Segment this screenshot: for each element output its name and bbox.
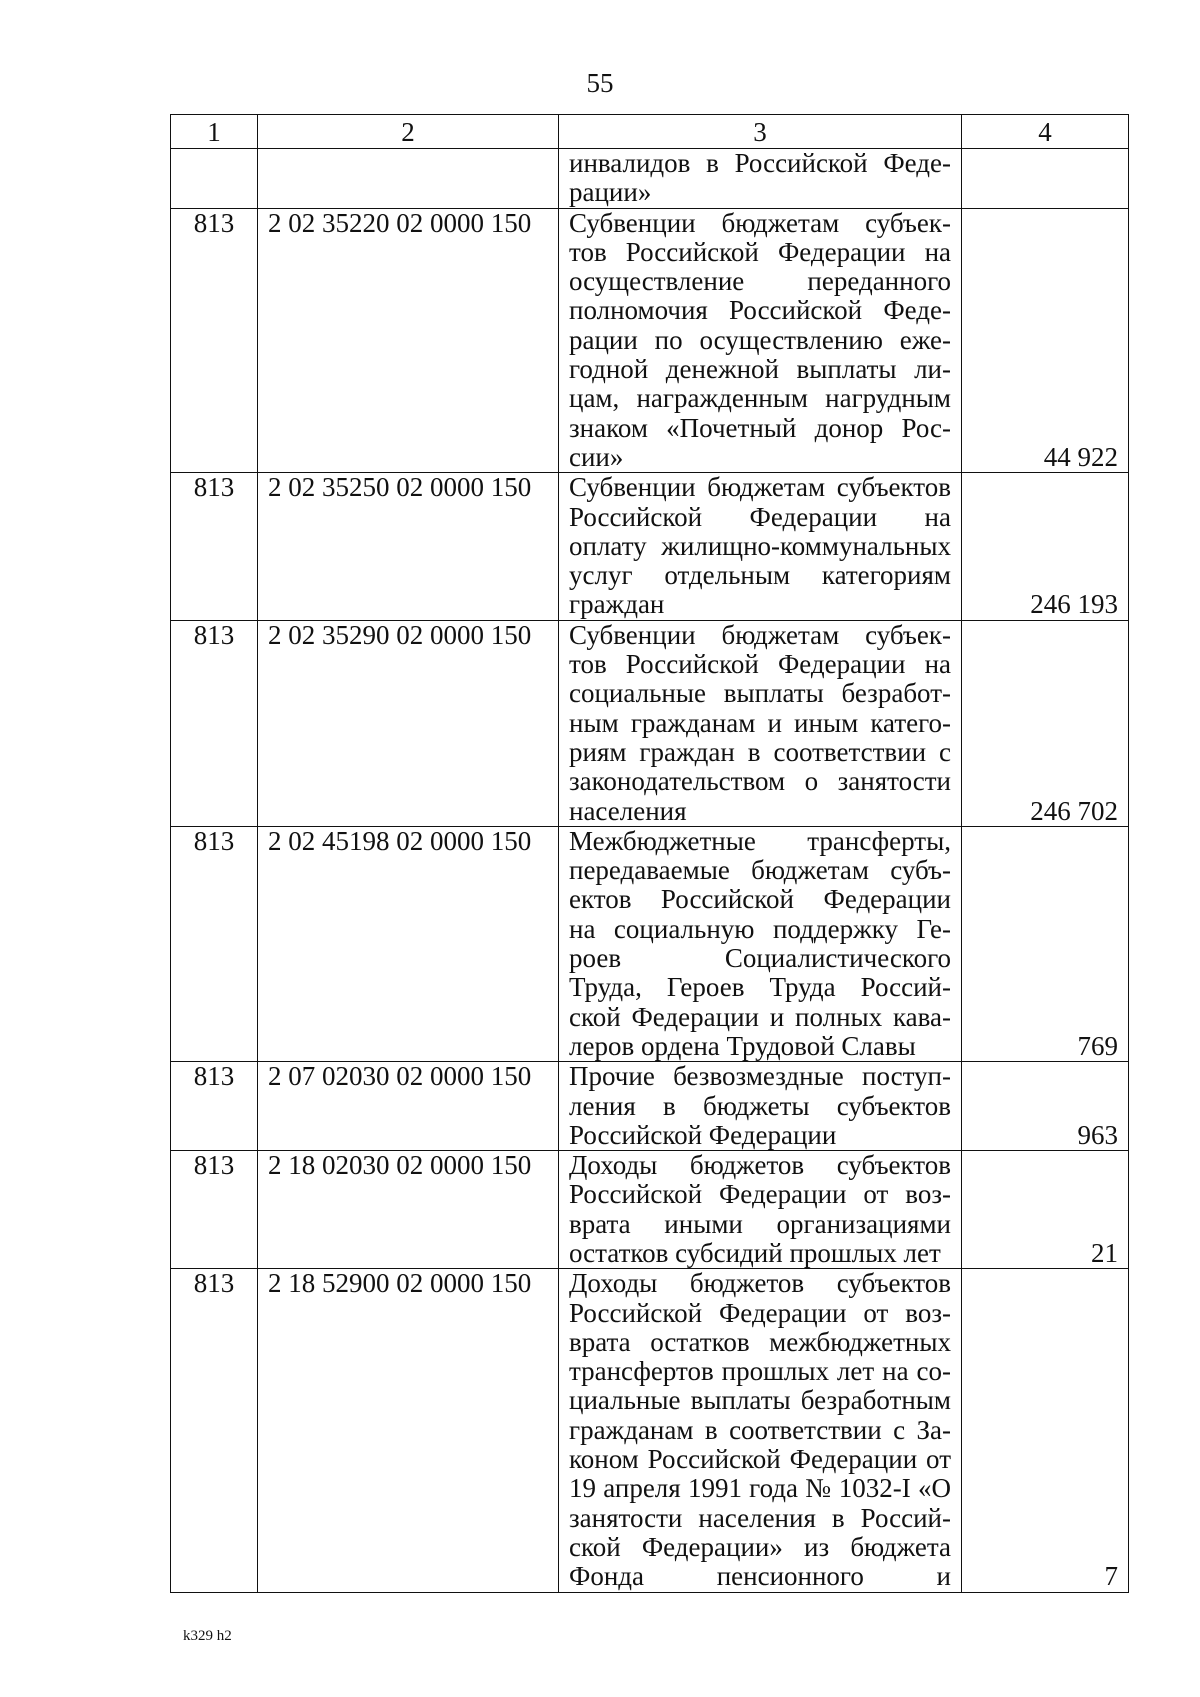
income-name-line: Субвенции бюджетам субъек-: [569, 208, 951, 238]
budget-code-cell: 2 02 35220 02 0000 150: [258, 208, 559, 473]
budget-code-cell: 2 02 35290 02 0000 150: [258, 620, 559, 826]
income-name-line: передаваемые бюджетам субъ-: [569, 856, 951, 886]
table-row: [171, 473, 1129, 620]
income-name-line: Фонда пенсионного и: [569, 1562, 951, 1592]
admin-code-cell: 813: [171, 473, 258, 620]
income-name-line: граждан: [569, 590, 665, 620]
amount-cell: 769: [962, 826, 1129, 1061]
admin-code-cell: 813: [171, 1151, 258, 1269]
income-name-line: рации»: [569, 178, 652, 208]
amount-cell: 44 922: [962, 208, 1129, 473]
income-name-line: годной денежной выплаты ли-: [569, 355, 951, 385]
header-col-3: 3: [559, 115, 962, 149]
income-name-line: Российской Федерации: [569, 1120, 837, 1150]
admin-code-cell: [171, 149, 258, 209]
header-col-4: 4: [962, 115, 1129, 149]
page-number: 55: [586, 68, 614, 98]
income-name-line: рации по осуществлению еже-: [569, 325, 951, 355]
budget-code-cell: 2 02 45198 02 0000 150: [258, 826, 559, 1061]
table-row: [171, 826, 1129, 1061]
income-name-line: Российской Федерации от воз-: [569, 1180, 951, 1210]
header-col-2: 2: [258, 115, 559, 149]
table-row: [171, 1151, 1129, 1269]
amount-cell: 7: [962, 1269, 1129, 1592]
income-name-line: ской Федерации и полных кава-: [569, 1002, 951, 1032]
income-name-line: роев Социалистического: [569, 944, 951, 974]
income-name-line: законодательством о занятости: [569, 767, 951, 797]
income-name-line: Российской Федерации на: [569, 502, 951, 532]
table-row: [171, 1062, 1129, 1151]
income-name-line: знаком «Почетный донор Рос-: [569, 413, 951, 443]
income-name-line: ления в бюджеты субъектов: [569, 1091, 951, 1121]
income-name-line: тов Российской Федерации на: [569, 237, 951, 267]
income-name-line: трансфертов прошлых лет на со-: [569, 1357, 951, 1387]
income-name-cell: [559, 826, 962, 1061]
income-name-line: врата иными организациями: [569, 1209, 951, 1239]
income-name-line: тов Российской Федерации на: [569, 650, 951, 680]
admin-code-cell: 813: [171, 208, 258, 473]
income-name-line: услуг отдельным категориям: [569, 561, 951, 591]
table-row: [171, 208, 1129, 473]
income-name-line: ской Федерации» из бюджета: [569, 1532, 951, 1562]
income-name-cell: [559, 1151, 962, 1269]
table-row: [171, 1269, 1129, 1592]
amount-cell: 963: [962, 1062, 1129, 1151]
admin-code-cell: 813: [171, 826, 258, 1061]
income-name-line: социальные выплаты безработ-: [569, 679, 951, 709]
budget-code-cell: 2 18 52900 02 0000 150: [258, 1269, 559, 1592]
income-name-cell: [559, 1062, 962, 1151]
admin-code-cell: 813: [171, 1269, 258, 1592]
income-name-line: занятости населения в Россий-: [569, 1503, 951, 1533]
income-name-cell: [559, 208, 962, 473]
table-header-row: [171, 115, 1129, 149]
income-name-line: инвалидов в Российской Феде-: [569, 149, 951, 178]
income-name-line: цам, награжденным нагрудным: [569, 384, 951, 414]
income-name-line: ным гражданам и иным катего-: [569, 708, 951, 738]
income-name-line: Доходы бюджетов субъектов: [569, 1269, 951, 1299]
income-name-line: остатков субсидий прошлых лет: [569, 1238, 941, 1268]
admin-code-cell: 813: [171, 1062, 258, 1151]
income-name-line: оплату жилищно-коммунальных: [569, 531, 951, 561]
income-name-cell: [559, 620, 962, 826]
income-name-line: Труда, Героев Труда Россий-: [569, 973, 951, 1003]
income-name-line: Доходы бюджетов субъектов: [569, 1151, 951, 1181]
budget-code-cell: [258, 149, 559, 209]
income-name-line: циальные выплаты безработным: [569, 1386, 951, 1416]
income-name-line: 19 апреля 1991 года № 1032-I «О: [569, 1474, 951, 1504]
income-name-line: осуществление переданного: [569, 267, 951, 297]
income-name-line: Российской Федерации от воз-: [569, 1298, 951, 1328]
income-name-line: Субвенции бюджетам субъектов: [569, 473, 951, 503]
income-name-line: коном Российской Федерации от: [569, 1445, 951, 1475]
budget-code-cell: 2 07 02030 02 0000 150: [258, 1062, 559, 1151]
table-row: [171, 149, 1129, 209]
budget-table: [170, 114, 1129, 1593]
income-name-cell: [559, 473, 962, 620]
amount-cell: [962, 149, 1129, 209]
income-name-line: гражданам в соответствии с За-: [569, 1415, 951, 1445]
table-body: [171, 149, 1129, 1593]
income-name-line: Прочие безвозмездные поступ-: [569, 1062, 951, 1092]
header-col-1: 1: [171, 115, 258, 149]
income-name-cell: [559, 1269, 962, 1592]
amount-cell: 246 193: [962, 473, 1129, 620]
income-name-line: Субвенции бюджетам субъек-: [569, 620, 951, 650]
admin-code-cell: 813: [171, 620, 258, 826]
table-row: [171, 620, 1129, 826]
income-name-line: населения: [569, 796, 687, 826]
budget-code-cell: 2 02 35250 02 0000 150: [258, 473, 559, 620]
income-name-line: на социальную поддержку Ге-: [569, 914, 951, 944]
income-name-line: леров ордена Трудовой Славы: [569, 1031, 916, 1061]
amount-cell: 246 702: [962, 620, 1129, 826]
income-name-line: сии»: [569, 442, 624, 472]
income-name-line: полномочия Российской Феде-: [569, 296, 951, 326]
income-name-line: ектов Российской Федерации: [569, 885, 951, 915]
budget-code-cell: 2 18 02030 02 0000 150: [258, 1151, 559, 1269]
income-name-cell: [559, 149, 962, 209]
amount-cell: 21: [962, 1151, 1129, 1269]
income-name-line: врата остатков межбюджетных: [569, 1327, 951, 1357]
income-name-line: Межбюджетные трансферты,: [569, 826, 951, 856]
income-name-line: риям граждан в соответствии с: [569, 737, 951, 767]
footer-code: k329 h2: [183, 1628, 232, 1644]
